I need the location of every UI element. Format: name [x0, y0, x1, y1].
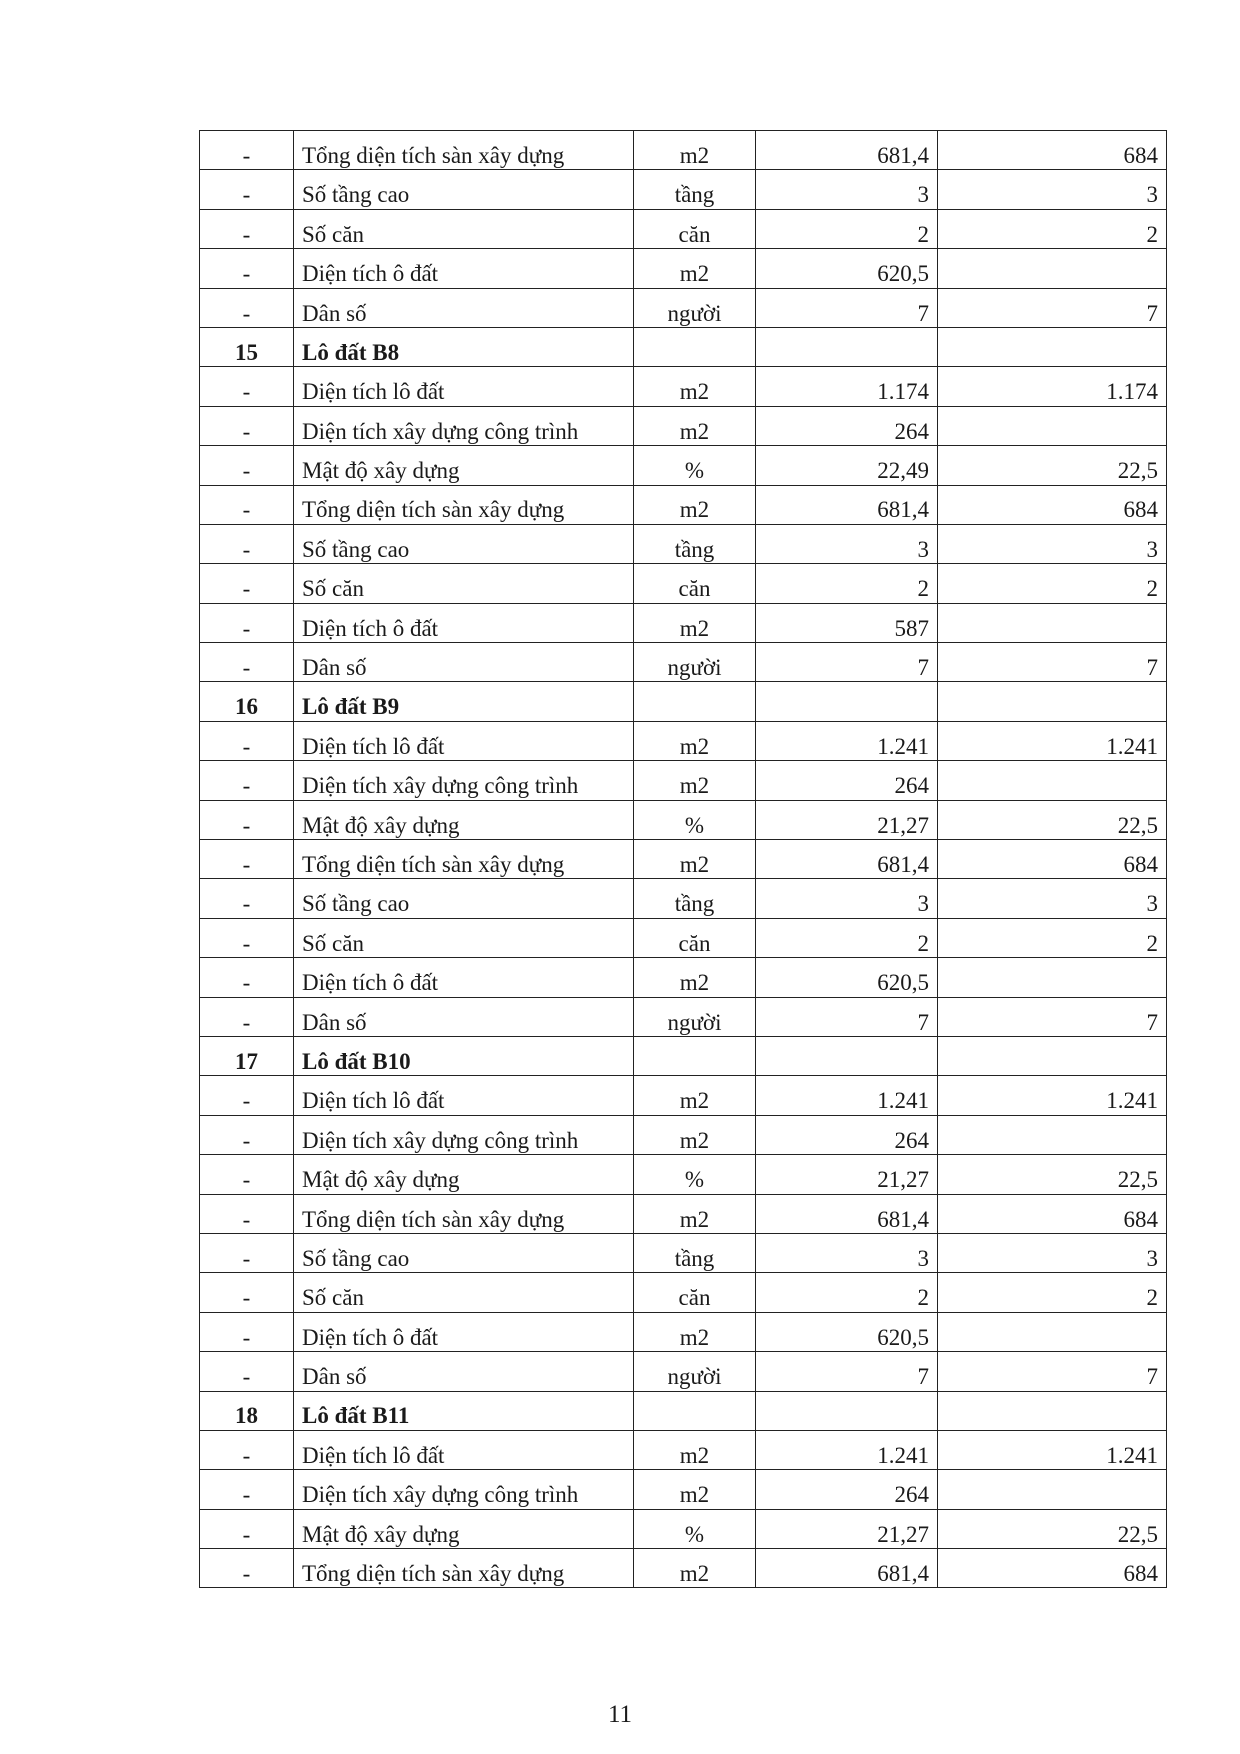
unit-cell: m2 — [634, 485, 756, 524]
value-current-cell: 7 — [756, 1352, 938, 1391]
table-row — [200, 1352, 1167, 1391]
value-adjusted-cell: 684 — [938, 1549, 1167, 1588]
table-row — [200, 131, 1167, 170]
value-adjusted-cell — [938, 327, 1167, 366]
table-row — [200, 1155, 1167, 1194]
section-row — [200, 1036, 1167, 1075]
item-name-cell: Số tầng cao — [294, 879, 634, 918]
value-current-cell: 1.241 — [756, 1430, 938, 1469]
value-adjusted-cell: 7 — [938, 997, 1167, 1036]
item-name-cell: Dân số — [294, 997, 634, 1036]
row-number-cell: - — [200, 958, 294, 997]
unit-cell: căn — [634, 1273, 756, 1312]
value-current-cell: 1.241 — [756, 721, 938, 760]
value-current-cell: 7 — [756, 643, 938, 682]
value-adjusted-cell — [938, 249, 1167, 288]
unit-cell: m2 — [634, 1076, 756, 1115]
value-current-cell: 620,5 — [756, 1312, 938, 1351]
table-row — [200, 288, 1167, 327]
value-adjusted-cell: 1.241 — [938, 1076, 1167, 1115]
value-adjusted-cell: 1.241 — [938, 1430, 1167, 1469]
row-number-cell: - — [200, 170, 294, 209]
row-number-cell: 16 — [200, 682, 294, 721]
unit-cell — [634, 682, 756, 721]
value-adjusted-cell — [938, 1391, 1167, 1430]
value-current-cell: 264 — [756, 761, 938, 800]
table-row — [200, 1509, 1167, 1548]
item-name-cell: Diện tích xây dựng công trình — [294, 406, 634, 445]
table-row — [200, 1115, 1167, 1154]
value-adjusted-cell: 22,5 — [938, 1509, 1167, 1548]
unit-cell: % — [634, 446, 756, 485]
value-adjusted-cell — [938, 761, 1167, 800]
unit-cell: m2 — [634, 406, 756, 445]
item-name-cell: Dân số — [294, 1352, 634, 1391]
row-number-cell: - — [200, 288, 294, 327]
value-current-cell: 3 — [756, 1233, 938, 1272]
unit-cell: m2 — [634, 603, 756, 642]
row-number-cell: - — [200, 1076, 294, 1115]
unit-cell — [634, 1036, 756, 1075]
unit-cell: % — [634, 1509, 756, 1548]
unit-cell: tầng — [634, 1233, 756, 1272]
row-number-cell: - — [200, 367, 294, 406]
table-row — [200, 1194, 1167, 1233]
value-adjusted-cell: 684 — [938, 1194, 1167, 1233]
item-name-cell: Tổng diện tích sàn xây dựng — [294, 1194, 634, 1233]
value-current-cell: 2 — [756, 209, 938, 248]
item-name-cell: Số tầng cao — [294, 1233, 634, 1272]
value-adjusted-cell: 7 — [938, 1352, 1167, 1391]
item-name-cell: Số căn — [294, 1273, 634, 1312]
value-adjusted-cell: 3 — [938, 879, 1167, 918]
row-number-cell: - — [200, 564, 294, 603]
row-number-cell: - — [200, 1194, 294, 1233]
table-row — [200, 840, 1167, 879]
section-row — [200, 1391, 1167, 1430]
row-number-cell: - — [200, 406, 294, 445]
item-name-cell: Số căn — [294, 564, 634, 603]
table-row — [200, 209, 1167, 248]
unit-cell: người — [634, 288, 756, 327]
table-row — [200, 170, 1167, 209]
value-adjusted-cell: 2 — [938, 564, 1167, 603]
item-name-cell: Dân số — [294, 643, 634, 682]
value-current-cell: 3 — [756, 879, 938, 918]
value-current-cell: 1.174 — [756, 367, 938, 406]
item-name-cell: Diện tích lô đất — [294, 1430, 634, 1469]
value-adjusted-cell: 3 — [938, 1233, 1167, 1272]
unit-cell: m2 — [634, 721, 756, 760]
table-row — [200, 249, 1167, 288]
table-row — [200, 367, 1167, 406]
value-adjusted-cell: 3 — [938, 170, 1167, 209]
value-current-cell: 21,27 — [756, 1509, 938, 1548]
value-current-cell: 2 — [756, 1273, 938, 1312]
value-current-cell: 7 — [756, 288, 938, 327]
land-lot-table — [199, 130, 1167, 1588]
item-name-cell: Diện tích xây dựng công trình — [294, 1470, 634, 1509]
table-row — [200, 1076, 1167, 1115]
unit-cell: m2 — [634, 1115, 756, 1154]
unit-cell: người — [634, 643, 756, 682]
value-adjusted-cell: 2 — [938, 1273, 1167, 1312]
row-number-cell: - — [200, 1430, 294, 1469]
value-current-cell: 7 — [756, 997, 938, 1036]
table-row — [200, 524, 1167, 563]
value-current-cell: 681,4 — [756, 840, 938, 879]
row-number-cell: - — [200, 879, 294, 918]
table-row — [200, 603, 1167, 642]
value-adjusted-cell — [938, 1036, 1167, 1075]
table-row — [200, 564, 1167, 603]
item-name-cell: Số căn — [294, 918, 634, 957]
table-row — [200, 1470, 1167, 1509]
row-number-cell: - — [200, 800, 294, 839]
value-adjusted-cell — [938, 1470, 1167, 1509]
value-adjusted-cell: 22,5 — [938, 1155, 1167, 1194]
value-adjusted-cell: 7 — [938, 288, 1167, 327]
value-current-cell: 2 — [756, 564, 938, 603]
item-name-cell: Diện tích xây dựng công trình — [294, 1115, 634, 1154]
value-current-cell: 681,4 — [756, 1549, 938, 1588]
table-row — [200, 406, 1167, 445]
item-name-cell: Tổng diện tích sàn xây dựng — [294, 131, 634, 170]
item-name-cell: Tổng diện tích sàn xây dựng — [294, 1549, 634, 1588]
value-current-cell: 3 — [756, 524, 938, 563]
item-name-cell: Diện tích lô đất — [294, 1076, 634, 1115]
value-current-cell: 264 — [756, 406, 938, 445]
table-body — [200, 131, 1167, 1588]
row-number-cell: 17 — [200, 1036, 294, 1075]
unit-cell: người — [634, 1352, 756, 1391]
unit-cell: m2 — [634, 1312, 756, 1351]
unit-cell: tầng — [634, 524, 756, 563]
value-current-cell — [756, 327, 938, 366]
unit-cell: m2 — [634, 367, 756, 406]
unit-cell — [634, 1391, 756, 1430]
value-adjusted-cell: 3 — [938, 524, 1167, 563]
table-row — [200, 1273, 1167, 1312]
item-name-cell: Số tầng cao — [294, 524, 634, 563]
row-number-cell: - — [200, 997, 294, 1036]
value-adjusted-cell: 7 — [938, 643, 1167, 682]
table-row — [200, 1549, 1167, 1588]
table-row — [200, 446, 1167, 485]
unit-cell: căn — [634, 918, 756, 957]
unit-cell — [634, 327, 756, 366]
table-row — [200, 1312, 1167, 1351]
table-row — [200, 721, 1167, 760]
item-name-cell: Lô đất B11 — [294, 1391, 634, 1430]
unit-cell: % — [634, 800, 756, 839]
value-current-cell: 21,27 — [756, 1155, 938, 1194]
value-current-cell — [756, 682, 938, 721]
item-name-cell: Diện tích ô đất — [294, 603, 634, 642]
value-adjusted-cell: 1.174 — [938, 367, 1167, 406]
row-number-cell: - — [200, 1115, 294, 1154]
value-current-cell: 2 — [756, 918, 938, 957]
value-adjusted-cell — [938, 1312, 1167, 1351]
table-row — [200, 761, 1167, 800]
unit-cell: m2 — [634, 249, 756, 288]
value-current-cell: 264 — [756, 1115, 938, 1154]
unit-cell: m2 — [634, 958, 756, 997]
value-current-cell: 264 — [756, 1470, 938, 1509]
row-number-cell: - — [200, 1312, 294, 1351]
row-number-cell: - — [200, 643, 294, 682]
item-name-cell: Lô đất B9 — [294, 682, 634, 721]
unit-cell: căn — [634, 564, 756, 603]
unit-cell: tầng — [634, 170, 756, 209]
item-name-cell: Số tầng cao — [294, 170, 634, 209]
row-number-cell: 15 — [200, 327, 294, 366]
item-name-cell: Diện tích lô đất — [294, 721, 634, 760]
item-name-cell: Lô đất B8 — [294, 327, 634, 366]
value-current-cell — [756, 1391, 938, 1430]
row-number-cell: - — [200, 249, 294, 288]
value-current-cell: 681,4 — [756, 485, 938, 524]
item-name-cell: Số căn — [294, 209, 634, 248]
value-adjusted-cell: 2 — [938, 918, 1167, 957]
value-current-cell: 1.241 — [756, 1076, 938, 1115]
value-current-cell: 620,5 — [756, 249, 938, 288]
unit-cell: m2 — [634, 840, 756, 879]
table-row — [200, 485, 1167, 524]
page-number: 11 — [607, 1701, 633, 1728]
table-row — [200, 997, 1167, 1036]
table-row — [200, 879, 1167, 918]
value-adjusted-cell: 684 — [938, 485, 1167, 524]
unit-cell: m2 — [634, 761, 756, 800]
item-name-cell: Mật độ xây dựng — [294, 1509, 634, 1548]
unit-cell: m2 — [634, 1549, 756, 1588]
item-name-cell: Diện tích ô đất — [294, 1312, 634, 1351]
item-name-cell: Dân số — [294, 288, 634, 327]
unit-cell: m2 — [634, 1194, 756, 1233]
value-adjusted-cell: 684 — [938, 840, 1167, 879]
item-name-cell: Diện tích ô đất — [294, 249, 634, 288]
row-number-cell: - — [200, 209, 294, 248]
value-adjusted-cell — [938, 958, 1167, 997]
value-adjusted-cell — [938, 406, 1167, 445]
row-number-cell: - — [200, 603, 294, 642]
unit-cell: tầng — [634, 879, 756, 918]
row-number-cell: - — [200, 761, 294, 800]
value-current-cell — [756, 1036, 938, 1075]
item-name-cell: Mật độ xây dựng — [294, 446, 634, 485]
row-number-cell: - — [200, 918, 294, 957]
section-row — [200, 327, 1167, 366]
row-number-cell: - — [200, 1549, 294, 1588]
row-number-cell: - — [200, 1352, 294, 1391]
unit-cell: người — [634, 997, 756, 1036]
value-current-cell: 22,49 — [756, 446, 938, 485]
item-name-cell: Diện tích lô đất — [294, 367, 634, 406]
unit-cell: m2 — [634, 1430, 756, 1469]
section-row — [200, 682, 1167, 721]
row-number-cell: 18 — [200, 1391, 294, 1430]
value-current-cell: 587 — [756, 603, 938, 642]
row-number-cell: - — [200, 1273, 294, 1312]
row-number-cell: - — [200, 485, 294, 524]
value-adjusted-cell: 22,5 — [938, 446, 1167, 485]
value-current-cell: 21,27 — [756, 800, 938, 839]
table-row — [200, 800, 1167, 839]
item-name-cell: Tổng diện tích sàn xây dựng — [294, 840, 634, 879]
item-name-cell: Tổng diện tích sàn xây dựng — [294, 485, 634, 524]
value-adjusted-cell: 22,5 — [938, 800, 1167, 839]
item-name-cell: Diện tích ô đất — [294, 958, 634, 997]
row-number-cell: - — [200, 1470, 294, 1509]
row-number-cell: - — [200, 721, 294, 760]
row-number-cell: - — [200, 1509, 294, 1548]
table-row — [200, 1233, 1167, 1272]
value-adjusted-cell: 684 — [938, 131, 1167, 170]
table-row — [200, 643, 1167, 682]
item-name-cell: Diện tích xây dựng công trình — [294, 761, 634, 800]
unit-cell: % — [634, 1155, 756, 1194]
value-adjusted-cell: 2 — [938, 209, 1167, 248]
row-number-cell: - — [200, 446, 294, 485]
row-number-cell: - — [200, 1155, 294, 1194]
value-adjusted-cell: 1.241 — [938, 721, 1167, 760]
row-number-cell: - — [200, 840, 294, 879]
value-current-cell: 681,4 — [756, 131, 938, 170]
row-number-cell: - — [200, 524, 294, 563]
unit-cell: m2 — [634, 131, 756, 170]
item-name-cell: Mật độ xây dựng — [294, 800, 634, 839]
table-row — [200, 1430, 1167, 1469]
value-current-cell: 681,4 — [756, 1194, 938, 1233]
unit-cell: căn — [634, 209, 756, 248]
value-current-cell: 3 — [756, 170, 938, 209]
value-adjusted-cell — [938, 682, 1167, 721]
item-name-cell: Lô đất B10 — [294, 1036, 634, 1075]
table-row — [200, 958, 1167, 997]
value-adjusted-cell — [938, 1115, 1167, 1154]
row-number-cell: - — [200, 1233, 294, 1272]
unit-cell: m2 — [634, 1470, 756, 1509]
table-row — [200, 918, 1167, 957]
item-name-cell: Mật độ xây dựng — [294, 1155, 634, 1194]
value-adjusted-cell — [938, 603, 1167, 642]
row-number-cell: - — [200, 131, 294, 170]
value-current-cell: 620,5 — [756, 958, 938, 997]
